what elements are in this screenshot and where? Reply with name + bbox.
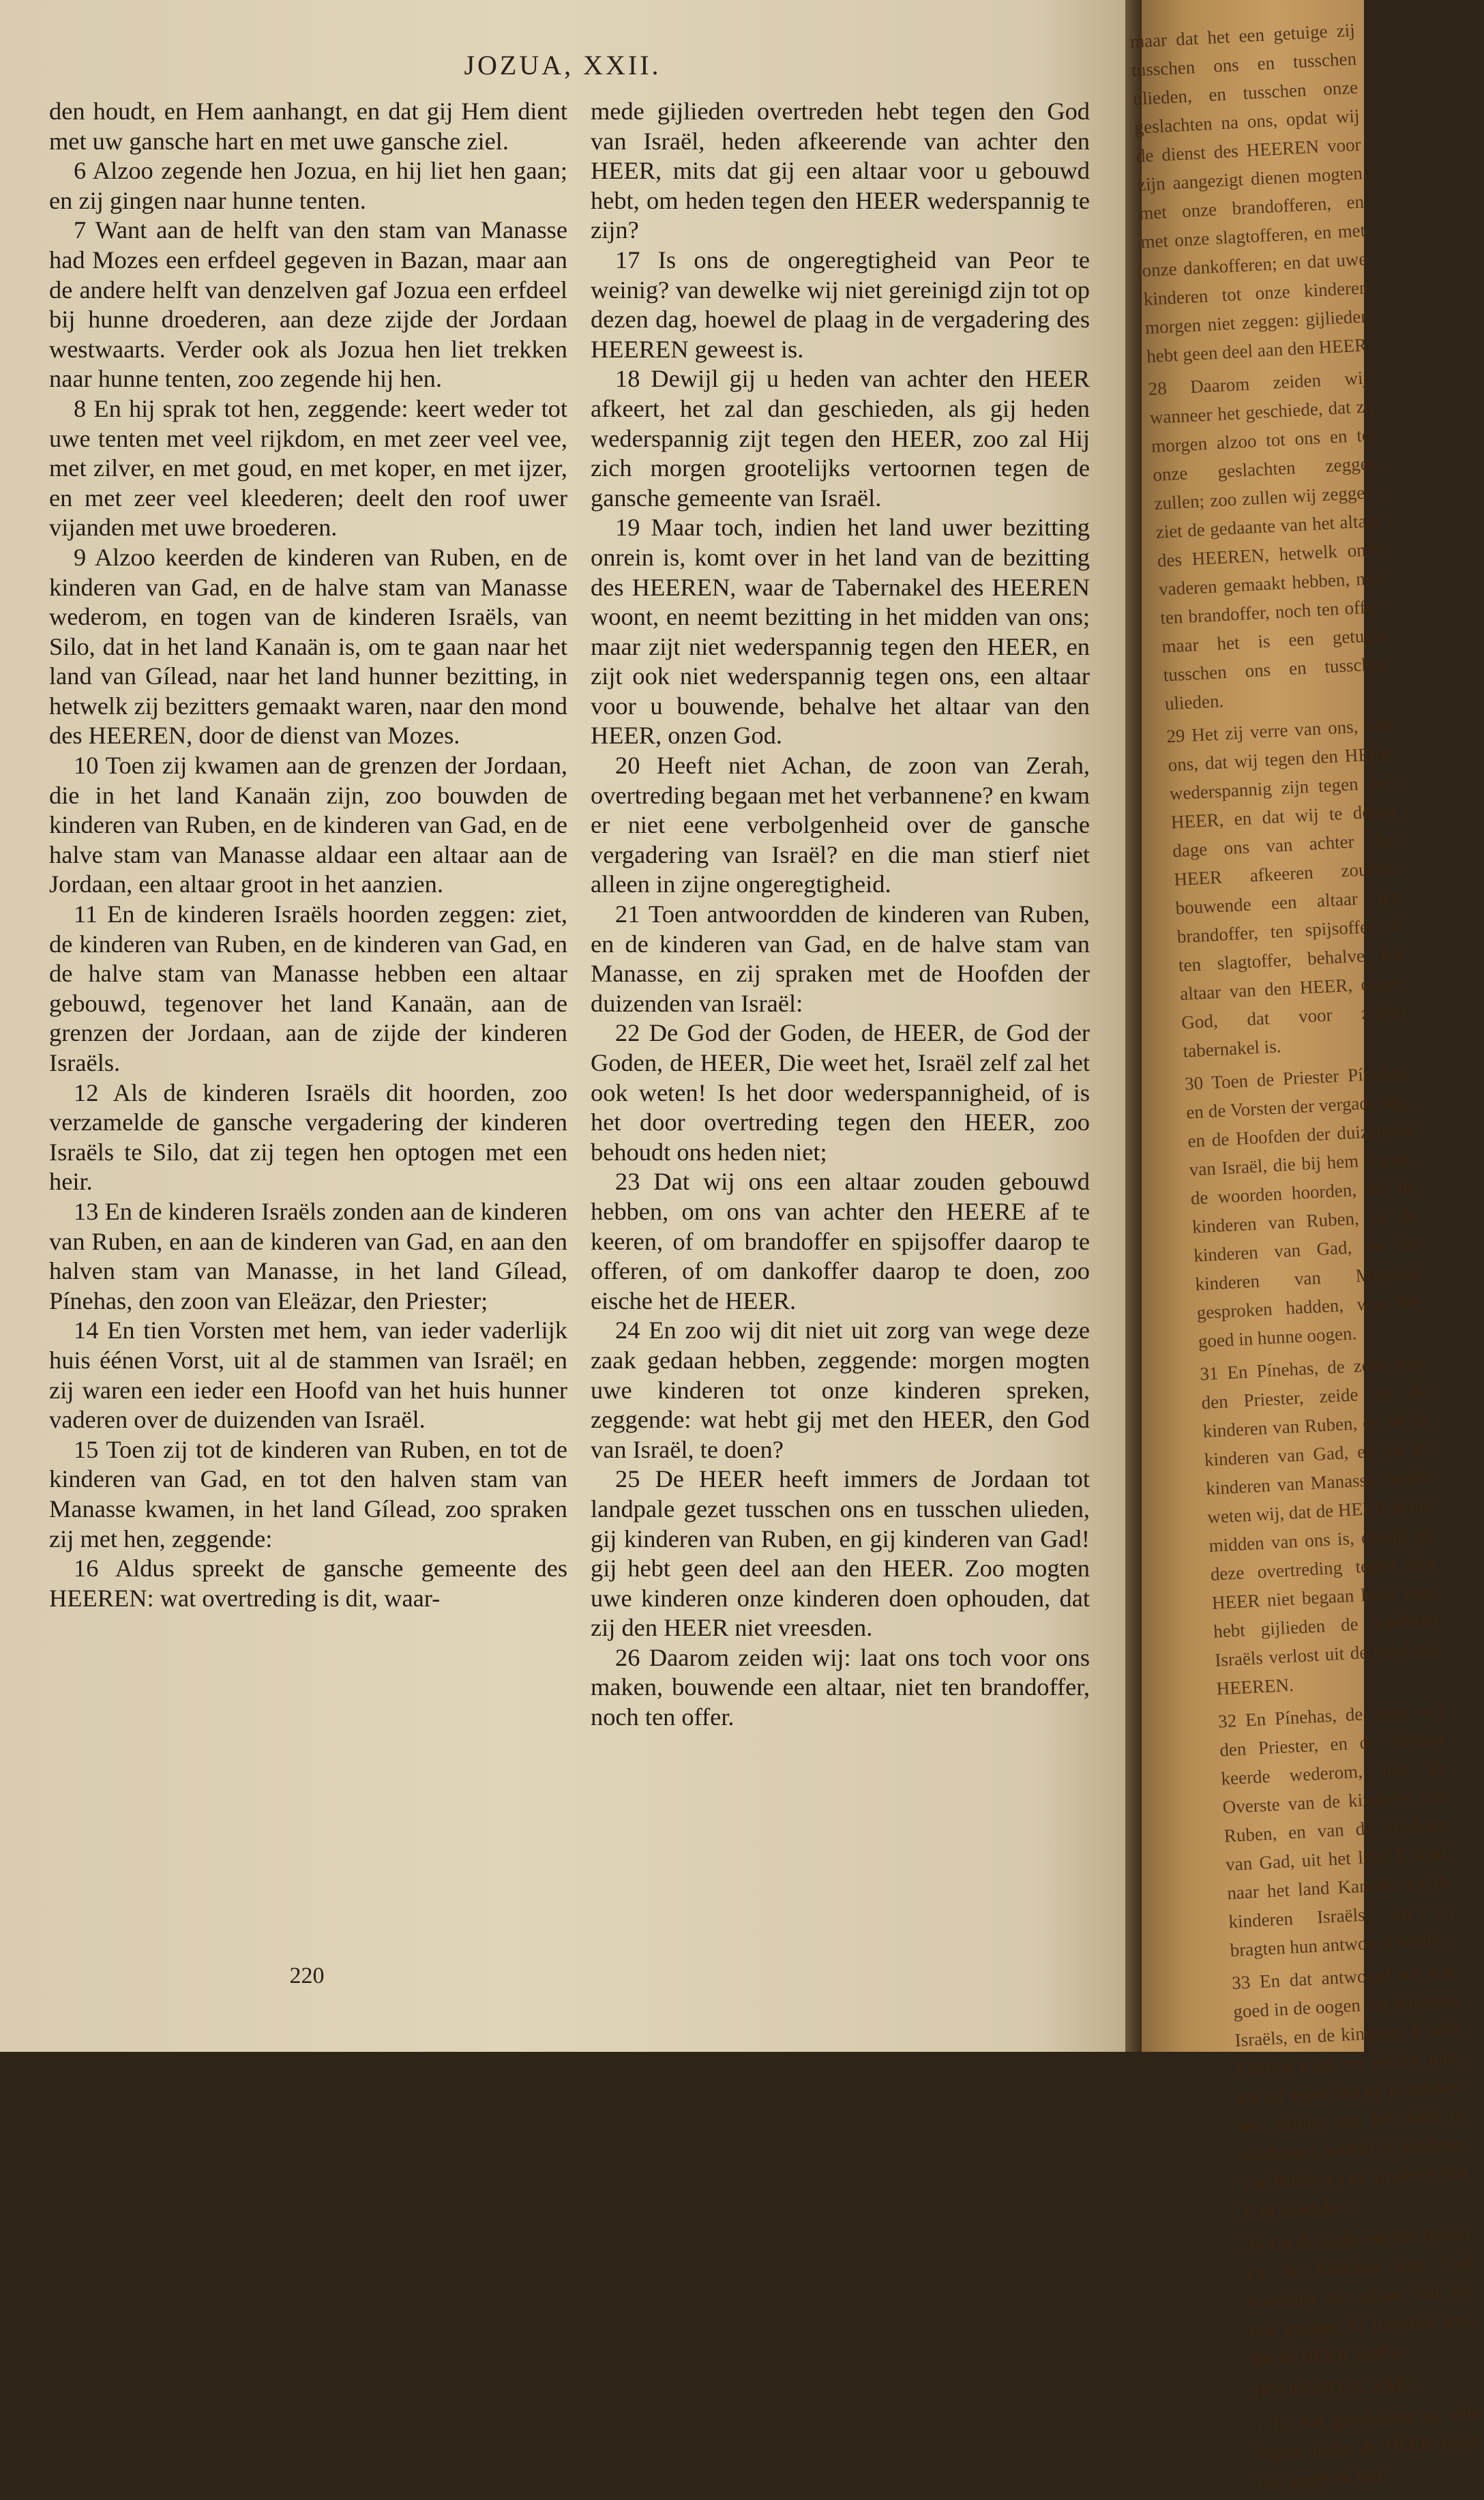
book-gutter (1125, 0, 1142, 2052)
facing-paragraph: maar dat het een getuige zij tusschen ons en tusschen ulieden, en tusschen onze geslachten na ons, opdat wij de dienst des HEEREN voor zijn aangezigt dienen mogten met onze brandofferen, en met onze slagtofferen, en met onze dankofferen; en dat uwe kinderen tot onze kinderen morgen niet zeggen: gijlieden hebt geen deel aan den HEER. (1129, 19, 1372, 367)
right-column (591, 97, 1090, 1733)
verse-paragraph: 19 Maar toch, indien het land uwer bezitting onrein is, komt over in het land van de bezitting des HEEREN, waar de Tabernakel des HEEREN woont, en neemt bezitting in het midden van ons; maar zijt niet wederspannig tegen den HEER, en zijt ook niet wederspannig tegen ons, een altaar voor u bouwende, behalve het altaar van den HEER, onzen God. (591, 514, 1090, 750)
facing-paragraph: 1 En het geschiedde na vele dagen, nadat de HEER Israël rust gegeven had (1254, 2402, 1482, 2492)
verse-paragraph: 23 Dat wij ons een altaar zouden gebouwd hebben, om ons van achter den HEERE af te keeren, of om brandoffer en spijsoffer daarop te offeren, of om dankoffer daarop te doen, zoo eische het de HEER. (591, 1168, 1090, 1314)
verse-paragraph: 8 En hij sprak tot hen, zeggende: keert weder tot uwe tenten met veel rijkdom, en met zeer veel vee, met zilver, en met goud, en met koper, en met ijzer, en met zeer veel kleederen; deelt den roof uwer vijanden met uwe broederen. (49, 394, 567, 542)
verse-paragraph: mede gijlieden overtreden hebt tegen den God van Israël, heden afkeerende van achter den HEER, mits dat gij een altaar voor u gebouwd hebt, om heden tegen den HEER wederspannig te zijn? (591, 98, 1090, 244)
facing-paragraph: 33 En dat antwoord nu was goed in de oogen der kinderen Israëls, en de kinderen Israëls loofden God, en zeiden niet, dat zij tegen hen op te trekken ten strijde, om het land te verderven, waarin de kinderen van Ruben en de kinderen van Gad woonden. (1231, 1960, 1468, 2222)
running-header: JOZUA, XXII. (464, 50, 662, 80)
verse-paragraph: 6 Alzoo zegende hen Jozua, en hij liet hen gaan; en zij gingen naar hunne tenten. (49, 157, 567, 214)
facing-paragraph: 32 En Pínehas, de zoon van den Priester, en de Vorsten keerde wederom, met de Overste van de kinderen van Ruben, en van de kinderen van Gad, uit het land Gílead, naar het land Kanaän, tot de kinderen Israëls, en zij bragten hun antwoord weder. (1217, 1699, 1454, 1961)
left-column (49, 97, 567, 1613)
verse-paragraph: 16 Aldus spreekt de gansche gemeente des HEEREN: wat overtreding is dit, waar- (49, 1555, 567, 1612)
facing-paragraph: 28 Daarom zeiden wij: wanneer het geschiede, dat zij morgen alzoo tot ons en tot onze geslachten zeggen zullen; zoo zullen wij zeggen: ziet de gedaante van het altaar des HEEREN, hetwelk onze vaderen gemaakt hebben, niet ten brandoffer, noch ten offer; maar het is een getuige tusschen ons en tusschen ulieden. (1148, 367, 1389, 714)
verse-paragraph: 18 Dewijl gij u heden van achter den HEER afkeert, het zal dan geschieden, als gij heden wederspannig zijt tegen den HEER, zoo zal Hij zich morgen grootelijks vertoornen tegen de gansche gemeente van Israël. (591, 365, 1090, 512)
verse-paragraph: 25 De HEER heeft immers de Jordaan tot landpale gezet tusschen ons en tusschen ulieden, gij kinderen van Ruben, en gij kinderen van Gad! gij hebt geen deel aan den HEER. Zoo mogten uwe kinderen onze kinderen doen ophouden, dat zij den HEER niet vreesden. (591, 1465, 1090, 1642)
facing-page (1129, 0, 1482, 2492)
verse-paragraph: 14 En tien Vorsten met hem, van ieder vaderlijk huis éénen Vorst, uit al de stammen van Israël; en zij waren een ieder een Hoofd van het huis hunner vaderen over de duizenden van Israël. (49, 1317, 567, 1434)
verse-paragraph: den houdt, en Hem aanhangt, en dat gij Hem dient met uw gansche hart en met uwe gansche ziel. (49, 98, 567, 155)
verse-paragraph: 21 Toen antwoordden de kinderen van Ruben, en de kinderen van Gad, en de halve stam van Manasse, en zij spraken met de Hoofden der duizenden van Israël: (591, 900, 1090, 1017)
verse-paragraph: 12 Als de kinderen Israëls dit hoorden, zoo verzamelde de gansche vergadering der kinderen Israëls te Silo, dat zij tegen hen optogen met een heir. (49, 1078, 567, 1196)
verse-paragraph: 15 Toen zij tot de kinderen van Ruben, en tot de kinderen van Gad, en tot den halven stam van Manasse kwamen, in het land Gílead, zoo spraken zij met hen, zeggende: (49, 1435, 567, 1553)
verse-paragraph: 11 En de kinderen Israëls hoorden zeggen: ziet, de kinderen van Ruben, en de kinderen van Gad, en de halve stam van Manasse hebben een altaar gebouwd, tegenover het land Kanaän, aan de grenzen der Jordaan, aan de zijde der kinderen Israëls. (49, 900, 567, 1076)
facing-paragraph: 29 Het zij verre van ons, van ons, dat wij tegen den HEER wederspannig zijn tegen den HEER, en dat wij te dezen dage ons van achter den HEER afkeeren zouden, bouwende een altaar ten brandoffer, ten spijsoffer of ten slagtoffer, behalve het altaar van den HEER, onzen God, dat voor zijnen tabernakel is. (1166, 714, 1407, 1061)
verse-paragraph: 26 Daarom zeiden wij: laat ons toch voor ons maken, bouwende een altaar, niet ten brandoffer, noch ten offer. (591, 1643, 1090, 1731)
verse-paragraph: 13 En de kinderen Israëls zonden aan de kinderen van Ruben, en aan de kinderen van Gad, en aan den halven stam van Manasse, in het land Gílead, Pínehas, den zoon van Eleäzar, den Priester; (49, 1197, 567, 1314)
verse-paragraph: 20 Heeft niet Achan, de zoon van Zerah, overtreding begaan met het verbannene? en kwam er niet eene verbolgenheid over de gansche vergadering van Israël? en die man stierf niet alleen in zijne ongeregtigheid. (591, 752, 1090, 898)
verse-paragraph: 17 Is ons de ongeregtigheid van Peor te weinig? van dewelke wij niet gereinigd zijn tot op dezen dag, hoewel de plaag in de vergadering des HEEREN geweest is. (591, 246, 1090, 363)
facing-page-text (1129, 16, 1484, 2500)
facing-paragraph: HOOFDSTUK XXIII. (1252, 2372, 1420, 2402)
verse-paragraph: 22 De God der Goden, de HEER, de God der Goden, de HEER, Die weet het, Israël zelf zal het ook weten! Is het door wederspannigheid, of is het door overtreding tegen den HEER, zoo behoudt ons heden niet; (591, 1019, 1090, 1166)
facing-paragraph: 34 En de kinderen van Ruben en de kinderen van Gad noemden dat altaar: dat het een getuige zij tusschen ons, dat de HEER God is. (1245, 2222, 1476, 2370)
verse-paragraph: 7 Want aan de helft van den stam van Manasse had Mozes een erfdeel gegeven in Bazan, maar aan de andere helft van denzelven gaf Jozua een erfdeel bij hunne droederen, aan deze zijde der Jordaan westwaarts. Verder ook als Jozua hen liet trekken naar hunne tenten, zoo zegende hij hen. (49, 216, 567, 393)
facing-paragraph: 31 En Pínehas, de zoon van den Priester, zeide tot de kinderen van Ruben, en tot de kinderen van Gad, en tot de kinderen van Manasse: heden weten wij, dat de HEER in het midden van ons is, dewijl gij deze overtreding tegen den HEER niet begaan hebt: toen hebt gijlieden de kinderen Israëls verlost uit de hand des HEEREN. (1199, 1352, 1440, 1699)
verse-paragraph: 9 Alzoo keerden de kinderen van Ruben, en de kinderen van Gad, en de halve stam van Manasse wederom, en togen van de kinderen Israëls, van Silo, dat in het land Kanaän is, om te gaan naar het land van Gílead, naar het land hunner bezitting, in hetwelk zij bezitters gemaakt waren, naar den mond des HEEREN, door de dienst van Mozes. (49, 543, 567, 750)
page-number: 220 (289, 1963, 325, 1988)
verse-paragraph: 10 Toen zij kwamen aan de grenzen der Jordaan, die in het land Kanaän zijn, zoo bouwden de kinderen van Ruben, en de kinderen van Gad, en de halve stam van Manasse aldaar een altaar aan de Jordaan, een altaar groot in het aanzien. (49, 752, 567, 898)
verse-paragraph: 24 En zoo wij dit niet uit zorg van wege deze zaak gedaan hebben, zeggende: morgen mogten uwe kinderen tot onze kinderen spreken, zeggende: wat hebt gij met den HEER, den God van Israël, te doen? (591, 1317, 1090, 1463)
facing-paragraph: 30 Toen de Priester Pínehas, en de Vorsten der vergadering, en de Hoofden der duizenden van Israël, die bij hem waren, de woorden hoorden, die de kinderen van Ruben, en de kinderen van Gad, en de kinderen van Manasse gesproken hadden, was het goed in hunne oogen. (1184, 1061, 1423, 1352)
